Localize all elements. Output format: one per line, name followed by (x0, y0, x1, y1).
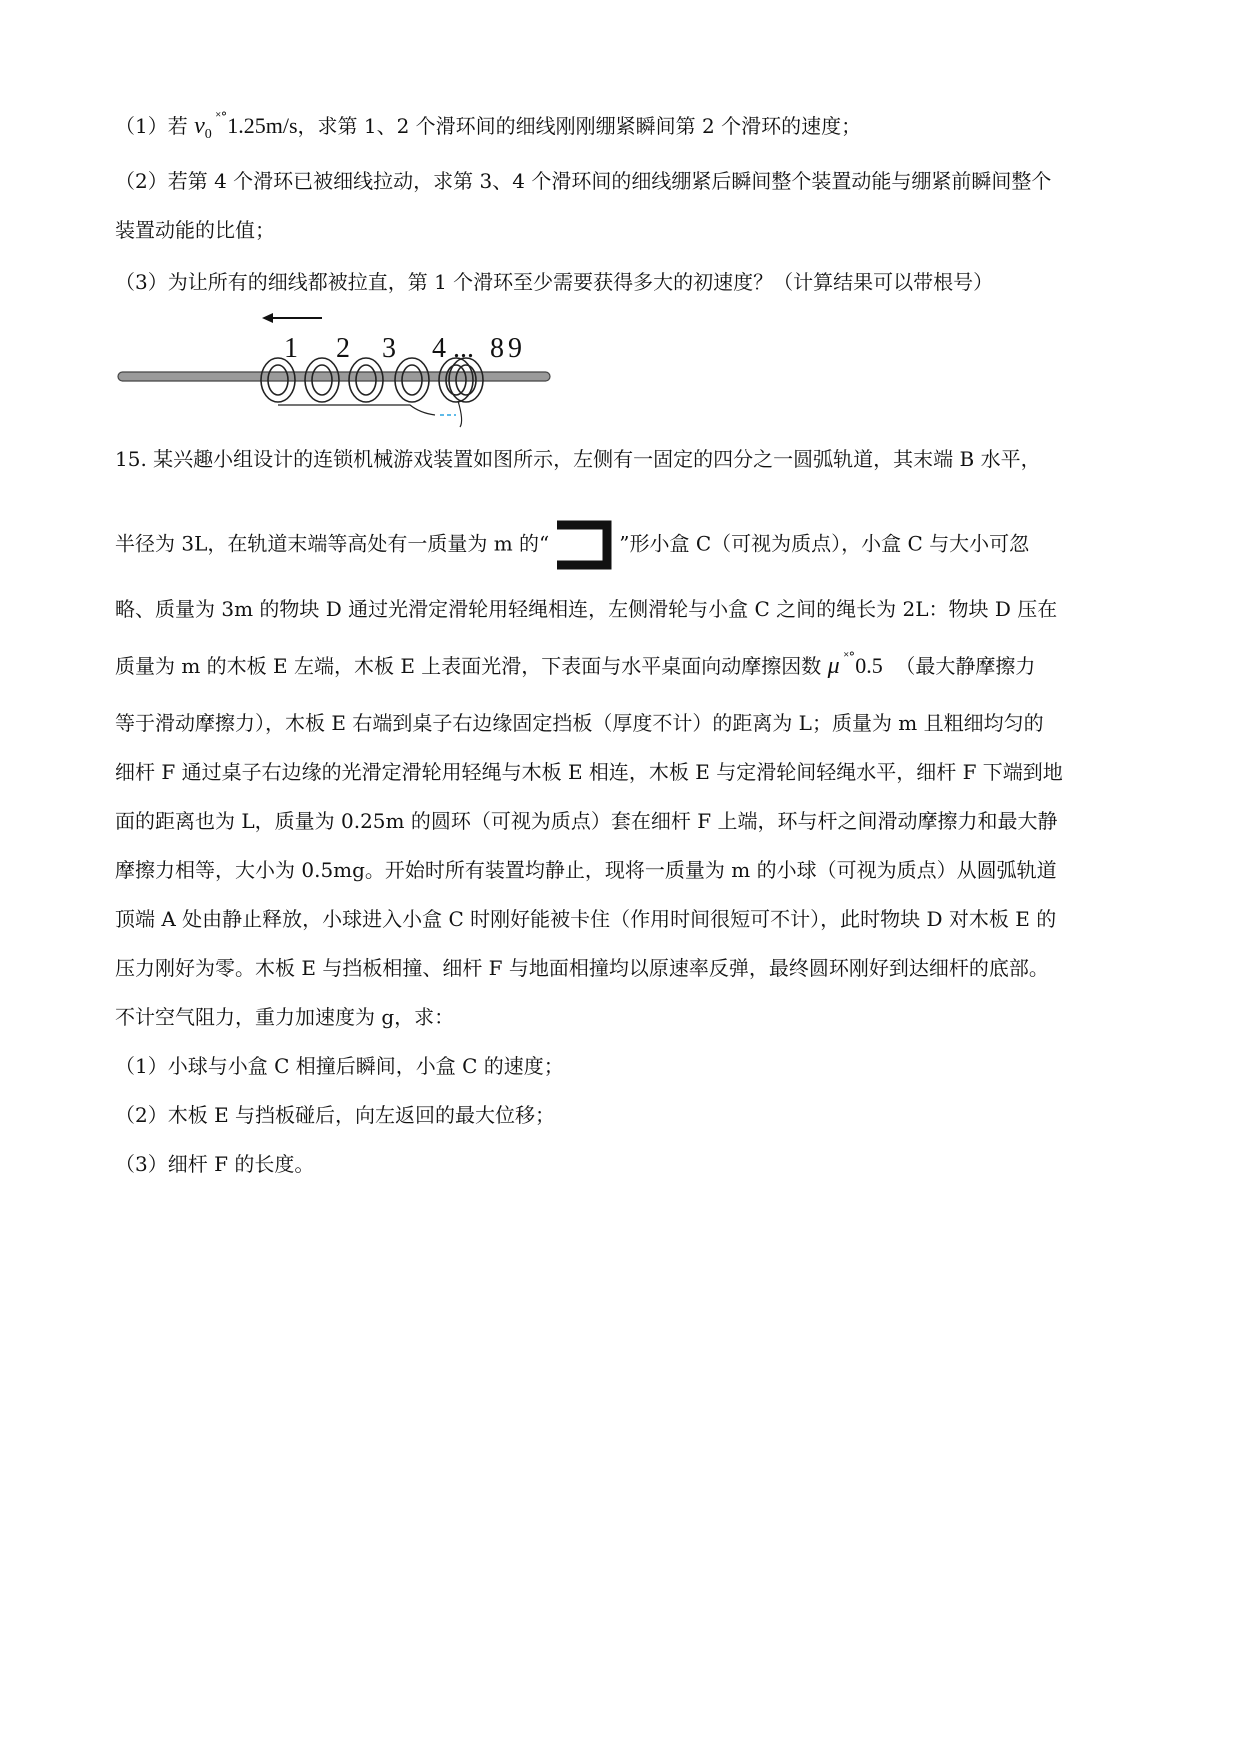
q15-line-8: 摩擦力相等，大小为 0.5mg。开始时所有装置均静止，现将一质量为 m 的小球（可视为质点）从圆弧轨道 (115, 858, 1057, 882)
mu-value: 0.5 (855, 653, 883, 678)
q14-part3: （3）为让所有的细线都被拉直，第 1 个滑环至少需要获得多大的初速度？（计算结果可以带根号） (115, 270, 994, 294)
q15-line-6: 细杆 F 通过桌子右边缘的光滑定滑轮用轻绳与木板 E 相连，木板 E 与定滑轮间轻绳水平，细杆 F 下端到地 (115, 760, 1063, 784)
ring-label-8: 8 (490, 333, 504, 364)
ring-label-2: 2 (336, 333, 350, 364)
q15-line-7: 面的距离也为 L，质量为 0.25m 的圆环（可视为质点）套在细杆 F 上端，环与杆之间滑动摩擦力和最大静 (115, 809, 1058, 833)
q15-line-10: 压力刚好为零。木板 E 与挡板相撞、细杆 F 与地面相撞均以原速率反弹，最终圆环刚好到达细杆的底部。 (115, 956, 1049, 980)
q14-part2-line1: （2）若第 4 个滑环已被细线拉动，求第 3、4 个滑环间的细线绷紧后瞬间整个装置动能与绷紧前瞬间整个 (115, 169, 1052, 193)
q15-line-4 (115, 652, 1035, 684)
q14-part1-suffix: ，求第 1、2 个滑环间的细线刚刚绷紧瞬间第 2 个滑环的速度； (297, 114, 862, 138)
q15-sub-2: （2）木板 E 与挡板碰后，向左返回的最大位移； (115, 1103, 556, 1127)
q14-part1 (115, 112, 861, 144)
direction-arrow-head (262, 313, 273, 323)
box-c-icon (555, 520, 613, 570)
mu-equals-glyph: ˟° (843, 650, 856, 665)
ring-label-4: 4 ... (432, 333, 474, 364)
q15-line-9: 顶端 A 处由静止释放，小球进入小盒 C 时刚好能被卡住（作用时间很短可不计），此时物块 D 对木板 E 的 (115, 907, 1057, 931)
q15-line-2-a: 半径为 3L，在轨道末端等高处有一质量为 m 的“ (115, 531, 550, 556)
q15-line-4-a: 质量为 m 的木板 E 左端，木板 E 上表面光滑，下表面与水平桌面向动摩擦因数 (115, 654, 828, 678)
velocity-subscript: 0 (204, 127, 212, 142)
ring-label-1: 1 (284, 333, 298, 364)
q15-line-1: 15. 某兴趣小组设计的连锁机械游戏装置如图所示，左侧有一固定的四分之一圆弧轨道，其末端 B 水平， (115, 447, 1041, 471)
rod (118, 372, 550, 381)
q15-line-4-b: （最大静摩擦力 (895, 654, 1036, 678)
velocity-value: 1.25m/s (227, 113, 298, 138)
q14-part1-prefix: （1）若 (115, 114, 195, 138)
velocity-symbol: v (194, 113, 205, 139)
equals-glyph: ˟° (215, 110, 228, 125)
q15-sub-3: （3）细杆 F 的长度。 (115, 1152, 315, 1176)
q14-part2-line2: 装置动能的比值； (115, 218, 275, 242)
q15-sub-1: （1）小球与小盒 C 相撞后瞬间，小盒 C 的速度； (115, 1054, 564, 1078)
thread (278, 405, 435, 415)
q15-line-11: 不计空气阻力，重力加速度为 g，求： (115, 1005, 455, 1029)
rings-figure (110, 305, 570, 435)
ring-label-9: 9 (508, 333, 522, 364)
q15-line-5: 等于滑动摩擦力），木板 E 右端到桌子右边缘固定挡板（厚度不计）的距离为 L；质量为 m 且粗细均匀的 (115, 711, 1044, 735)
q15-line-2 (115, 520, 1029, 570)
q15-line-3: 略、质量为 3m 的物块 D 通过光滑定滑轮用轻绳相连，左侧滑轮与小盒 C 之间的绳长为 2L：物块 D 压在 (115, 597, 1058, 621)
ring-label-3: 3 (382, 333, 396, 364)
mu-symbol: μ (827, 653, 840, 679)
thread-tail (458, 401, 462, 427)
q15-line-2-b: ”形小盒 C（可视为质点），小盒 C 与大小可忽 (619, 531, 1030, 556)
